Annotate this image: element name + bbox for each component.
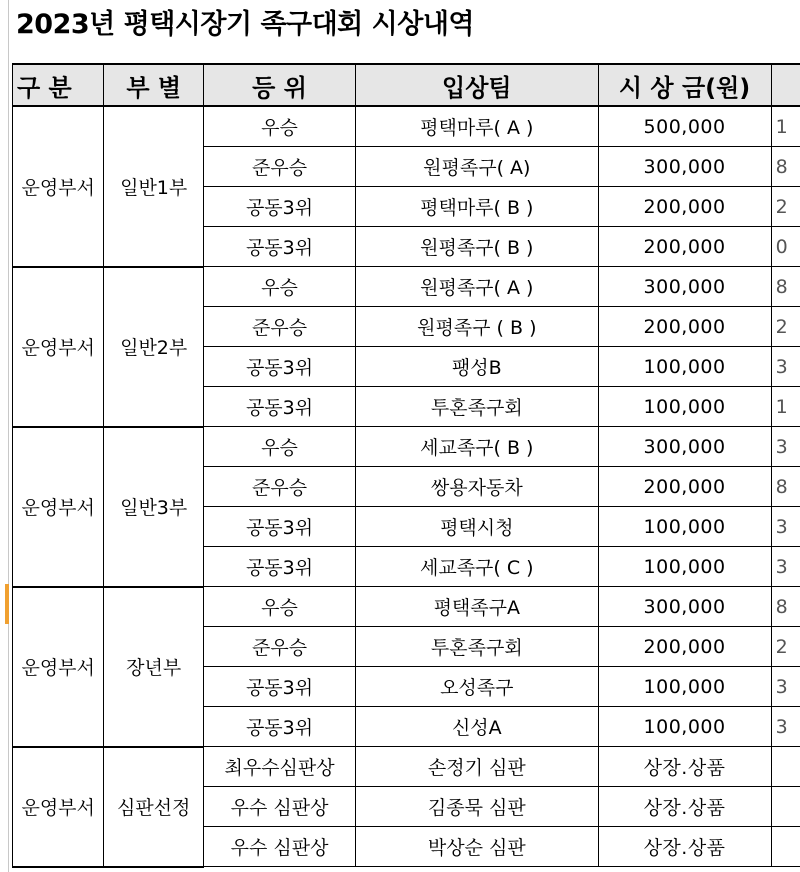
gubun-cell[interactable]: 운영부서: [13, 747, 104, 867]
rank-cell[interactable]: 공동3위: [203, 227, 355, 267]
team-cell[interactable]: 박상순 심판: [356, 827, 598, 867]
prize-cell[interactable]: 200,000: [598, 467, 771, 507]
extra-cell[interactable]: 3: [771, 347, 800, 387]
extra-cell[interactable]: 3: [771, 507, 800, 547]
table-row: [13, 267, 800, 307]
prize-cell[interactable]: 100,000: [598, 387, 771, 427]
prize-cell[interactable]: 500,000: [598, 106, 771, 147]
prize-cell[interactable]: 300,000: [598, 267, 771, 307]
awards-body: [13, 106, 800, 867]
team-cell[interactable]: 쌍용자동차: [356, 467, 598, 507]
rank-cell[interactable]: 공동3위: [203, 507, 355, 547]
table-row: [13, 427, 800, 467]
rank-cell[interactable]: 공동3위: [203, 387, 355, 427]
rank-cell[interactable]: 공동3위: [203, 707, 355, 747]
extra-cell[interactable]: 3: [771, 427, 800, 467]
prize-cell[interactable]: 100,000: [598, 667, 771, 707]
prize-cell[interactable]: 상장.상품: [598, 827, 771, 867]
gubun-cell[interactable]: 운영부서: [13, 106, 104, 267]
extra-cell[interactable]: 1: [771, 106, 800, 147]
team-cell[interactable]: 세교족구( C ): [356, 547, 598, 587]
extra-cell[interactable]: 2: [771, 627, 800, 667]
header-extra: [771, 64, 800, 106]
rank-cell[interactable]: 공동3위: [203, 187, 355, 227]
team-cell[interactable]: 세교족구( B ): [356, 427, 598, 467]
team-cell[interactable]: 원평족구( A ): [356, 267, 598, 307]
header-gubun: 구 분: [13, 64, 104, 106]
prize-cell[interactable]: 200,000: [598, 227, 771, 267]
prize-cell[interactable]: 300,000: [598, 147, 771, 187]
team-cell[interactable]: 투혼족구회: [356, 387, 598, 427]
header-deungwi: 등 위: [203, 64, 355, 106]
extra-cell[interactable]: 3: [771, 667, 800, 707]
rank-cell[interactable]: 최우수심판상: [203, 747, 355, 787]
team-cell[interactable]: 투혼족구회: [356, 627, 598, 667]
rank-cell[interactable]: 준우승: [203, 147, 355, 187]
division-cell[interactable]: 장년부: [104, 587, 204, 747]
prize-cell[interactable]: 200,000: [598, 627, 771, 667]
header-row: [13, 64, 800, 106]
extra-cell[interactable]: 0: [771, 227, 800, 267]
extra-cell[interactable]: 8: [771, 467, 800, 507]
rank-cell[interactable]: 우승: [203, 106, 355, 147]
team-cell[interactable]: 원평족구 ( B ): [356, 307, 598, 347]
page-title: 2023년 평택시장기 족구대회 시상내역: [16, 9, 474, 40]
awards-table: [12, 63, 800, 868]
team-cell[interactable]: 평택족구A: [356, 587, 598, 627]
table-row: [13, 747, 800, 787]
gubun-cell[interactable]: 운영부서: [13, 267, 104, 427]
division-cell[interactable]: 일반1부: [104, 106, 204, 267]
team-cell[interactable]: 평택마루( A ): [356, 106, 598, 147]
extra-cell[interactable]: 8: [771, 267, 800, 307]
extra-cell[interactable]: 3: [771, 707, 800, 747]
extra-cell[interactable]: 2: [771, 307, 800, 347]
rank-cell[interactable]: 준우승: [203, 467, 355, 507]
team-cell[interactable]: 평택시청: [356, 507, 598, 547]
team-cell[interactable]: 오성족구: [356, 667, 598, 707]
header-bubyeol: 부 별: [104, 64, 204, 106]
rank-cell[interactable]: 준우승: [203, 627, 355, 667]
prize-cell[interactable]: 100,000: [598, 507, 771, 547]
table-row: [13, 106, 800, 147]
extra-cell[interactable]: 8: [771, 147, 800, 187]
prize-cell[interactable]: 300,000: [598, 587, 771, 627]
gubun-cell[interactable]: 운영부서: [13, 587, 104, 747]
rank-cell[interactable]: 우수 심판상: [203, 787, 355, 827]
rank-cell[interactable]: 준우승: [203, 307, 355, 347]
division-cell[interactable]: 심판선정: [104, 747, 204, 867]
division-cell[interactable]: 일반3부: [104, 427, 204, 587]
extra-cell[interactable]: 1: [771, 387, 800, 427]
extra-cell[interactable]: 8: [771, 587, 800, 627]
sheet-left-edge: [8, 0, 9, 872]
team-cell[interactable]: 손정기 심판: [356, 747, 598, 787]
extra-cell[interactable]: 2: [771, 187, 800, 227]
extra-cell[interactable]: [771, 827, 800, 867]
prize-cell[interactable]: 상장.상품: [598, 787, 771, 827]
selected-row-marker: [5, 584, 9, 624]
prize-cell[interactable]: 200,000: [598, 187, 771, 227]
team-cell[interactable]: 팽성B: [356, 347, 598, 387]
prize-cell[interactable]: 상장.상품: [598, 747, 771, 787]
rank-cell[interactable]: 우수 심판상: [203, 827, 355, 867]
table-row: [13, 587, 800, 627]
extra-cell[interactable]: [771, 787, 800, 827]
extra-cell[interactable]: 3: [771, 547, 800, 587]
team-cell[interactable]: 원평족구( A): [356, 147, 598, 187]
rank-cell[interactable]: 우승: [203, 587, 355, 627]
team-cell[interactable]: 김종묵 심판: [356, 787, 598, 827]
rank-cell[interactable]: 우승: [203, 427, 355, 467]
rank-cell[interactable]: 우승: [203, 267, 355, 307]
prize-cell[interactable]: 100,000: [598, 347, 771, 387]
gubun-cell[interactable]: 운영부서: [13, 427, 104, 587]
team-cell[interactable]: 신성A: [356, 707, 598, 747]
header-sisanggeum: 시 상 금(원): [598, 64, 771, 106]
division-cell[interactable]: 일반2부: [104, 267, 204, 427]
prize-cell[interactable]: 200,000: [598, 307, 771, 347]
rank-cell[interactable]: 공동3위: [203, 347, 355, 387]
extra-cell[interactable]: [771, 747, 800, 787]
rank-cell[interactable]: 공동3위: [203, 667, 355, 707]
rank-cell[interactable]: 공동3위: [203, 547, 355, 587]
team-cell[interactable]: 평택마루( B ): [356, 187, 598, 227]
team-cell[interactable]: 원평족구( B ): [356, 227, 598, 267]
prize-cell[interactable]: 300,000: [598, 427, 771, 467]
header-ipsangtim: 입상팀: [356, 64, 598, 106]
prize-cell[interactable]: 100,000: [598, 547, 771, 587]
prize-cell[interactable]: 100,000: [598, 707, 771, 747]
